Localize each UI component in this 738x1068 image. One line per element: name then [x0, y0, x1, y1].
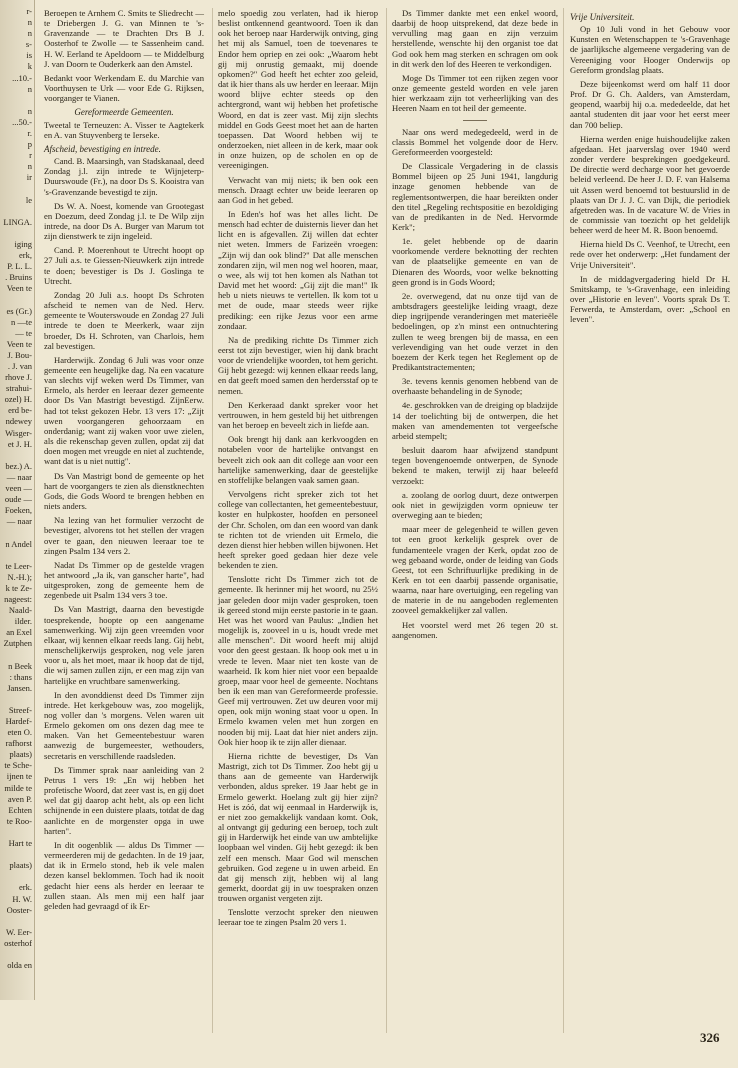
column-rule [386, 8, 387, 1033]
margin-fragment: olda en [7, 960, 32, 971]
margin-fragment: te Leer- [5, 560, 32, 571]
paragraph: In de middagvergadering hield Dr H. Smitskamp, te 's-Gravenhage, een inleiding over „Historie en leven". Voorts sprak Ds T. Ferwerda, te Amsterdam, over: „School en leven". [570, 273, 730, 325]
margin-fragment: te Roo- [6, 815, 32, 826]
margin-fragment: n Andel [5, 538, 32, 549]
margin-fragment: LINGA. [3, 216, 32, 227]
margin-fragment: Hardef- [5, 716, 32, 726]
paragraph: a. zoolang de oorlog duurt, deze ontwerpen ook niet in gewijzigden vorm opnieuw ter overweging aan te bieden; [392, 489, 558, 521]
paragraph: Hierna hield Ds C. Veenhof, te Utrecht, een rede over het onderwerp: „Het fundament der Vrije Universiteit". [570, 239, 730, 270]
bedankt-paragraph: Bedankt voor Werkendam E. du Marchie van Voorthuysen te Urk — voor Ede G. Rijksen, voorganger te Vianen. [44, 72, 204, 104]
column-1 [44, 8, 204, 915]
margin-fragment: r- [26, 6, 32, 16]
paragraph: In den avonddienst deed Ds Timmer zijn intrede. Het kerkgebouw was, zoo mogelijk, nog voller dan 's morgens. Velen waren uit Ermelo gekomen om ons dezen dag mee te maken. Van het Gemeentebestuur waren aanwezig de burgemeester, wethouders, secretaris en verschillende raadsleden. [44, 689, 204, 761]
margin-fragment: Jansen. [7, 682, 32, 693]
margin-fragment [2, 871, 32, 882]
margin-fragment [2, 649, 32, 660]
paragraph: Ds Timmer sprak naar aanleiding van 2 Petrus 1 vers 19: „En wij hebben het profetische Woord, dat zeer vast is, en gij doet wel dat gij daarop acht hebt, als op een licht schijnende in een duistere plaats, totdat de dag aanlichte en de morgenster opga in uwe harten". [44, 764, 204, 836]
margin-fragment: plaats) [9, 860, 32, 871]
previous-page-edge [0, 0, 35, 1000]
margin-fragment: N.-H.); [7, 571, 32, 582]
margin-fragment: P. L. L. [7, 261, 32, 272]
column-4 [570, 8, 730, 329]
margin-fragment: Echten [8, 804, 32, 815]
margin-fragment: oude — [4, 494, 32, 505]
margin-fragment [2, 694, 32, 705]
paragraph: melo spoedig zou verlaten, had ik hierop beslist ontkennend geantwoord. Toen ik dan ook het beroep naar Harderwijk ontving, ging het mij als Samuel, toen de toevenares te Endor hem opriep en zei ook: „Waarom hebt gij mij onrustig gemaakt, mij doende opkomen?" God heeft het echter zoo geleid, dat ik hier thans als uw herder en leeraar. Mijn woord blijve echter steeds op den achtergrond, want wij hebben het profetische Woord, en dat is zeer vast. Mij zijn slechts middel en Gods Geest moet het aan de harten toepassen. Dat Woord hebben wij te onderzoeken, niet alleen in de kerk, maar ook in onze huizen, op de scholen en op de vereenigingen. [218, 8, 378, 171]
paragraph: Ds Van Mastrigt, daarna den bevestigde toesprekende, hoopte op een aangename samenwerking. Wij zijn geen vreemden voor elkaar, wij kennen elkaar reeds lang. Gij hebt, menschelijkerwijs gesproken, nog vele jaren voor u, als het moet, maar ik hoop dat de tijd, die wij samen zullen zijn, er een mag zijn van hartelijke en vruchtbare samenwerking. [44, 604, 204, 686]
margin-fragment [2, 294, 32, 305]
section-heading-gereformeerde-gemeenten: Gereformeerde Gemeenten. [74, 107, 174, 118]
margin-fragment [2, 827, 32, 838]
paragraph: Moge Ds Timmer tot een rijken zegen voor onze gemeente gesteld worden en vele jaren hier werkzaam zijn tot verheerlijking van des Heeren Naam en tot heil der gemeente. [392, 72, 558, 114]
margin-fragment: H. W. [12, 893, 32, 904]
paragraph: maar meer de gelegenheid te willen geven tot een groot kerkelijk gesprek over de fundamenteele vragen der Kerk, opdat zoo de weg gebaand worde, onder de leiding van Gods Geest, tot een Schriftuurlijke prediking in de Kerk en tot een daarbij passende organisatie, waarna, naar hare overtuiging, een regeling van de materie in de nu aangeboden reglementen zooveel gemakkelijker zal vallen. [392, 524, 558, 616]
margin-fragment: s- [25, 39, 32, 50]
margin-fragment: plaats) [9, 749, 32, 760]
paragraph: Cand. P. Moerenhout te Utrecht hoopt op 27 Juli a.s. te Giessen-Nieuwkerk zijn intrede te doen; bevestiger is Ds J. Goslinga te Utrecht. [44, 245, 204, 286]
paragraph: Ook brengt hij dank aan kerkvoogden en notabelen voor de hartelijke ontvangst en beveelt zich ook aan dit college aan voor een hartelijke samenwerking, daar de geestelijke en stoffelijke belangen vaak samen gaan. [218, 434, 378, 485]
margin-fragment [2, 206, 32, 217]
margin-fragment: n [27, 105, 32, 116]
margin-fragment: . Bruins [5, 272, 32, 283]
tweetal-paragraph: Tweetal te Terneuzen: A. Visser te Aagtekerk en A. van Stuyvenberg te Ierseke. [44, 119, 204, 140]
margin-fragment: erk. [19, 882, 32, 893]
margin-fragment: Ooster- [6, 904, 32, 915]
margin-fragment: ilder. [14, 616, 32, 627]
paragraph: De Classicale Vergadering in de classis Bommel bijeen op 25 Juni 1941, langdurig inzage genomen hebbende van de reglementsontwerpen, die haar bereikten onder den titel „Regeling rechtspositie en bezoldiging van de predikanten in de Ned. Hervormde Kerk"; [392, 161, 558, 232]
margin-fragment: aven P. [7, 793, 32, 804]
paragraph: Hierna richtte de bevestiger, Ds Van Mastrigt, zich tot Ds Timmer. Zoo hebt gij u thans aan de gemeente van Harderwijk verbonden, aldus spreker. 19 Jaar hebt ge in Ermelo gewerkt. Hoelang zult gij hier zijn? Het is zóó, dat wij eenmaal in Harderwijk is, er niet zoo gemakkelijk vandaan komt. Ook, al ontvangt gij geduring een beroep, toch zult gij in Harderwijk het einde van uw ambtelijke loopbaan wel vinden. Gij hebt gezegd: ik ben zelf een mensch. Maar God wil menschen gebruiken. God zegene u in uwen arbeid. En dat gij mensch zijt, hebben wij al lang gemerkt, doordat gij in uw toespraken onzen trouwen organist vergeten zijt. [218, 750, 378, 904]
paragraph: Deze bijeenkomst werd om half 11 door Prof. Dr G. Ch. Aalders, van Amsterdam, geopend, waarbij hij o.a. mededeelde, dat het aantal studenten dit jaar voor het eerst meer dan 700 beliep. [570, 78, 730, 130]
paragraph: Den Kerkeraad dankt spreker voor het vertrouwen, in hem gesteld bij het uitbrengen van het beroep en beveelt zich in liefde aan. [218, 399, 378, 431]
margin-fragment: ...50.- [12, 116, 32, 127]
margin-fragment [2, 450, 32, 461]
paragraph: Tenslotte richt Ds Timmer zich tot de gemeente. Ik herinner mij het woord, nu 25½ jaar geleden door mijn vader gesproken, toen ik gereed stond mijn eerste pastorie in te gaan. Het was het woord van Paulus: „Indien het mogelijk is, zooveel in u is, houdt vrede met alle menschen". Dit woord heeft mij altijd voor den geest gestaan. Ik hoop ook met u in vrede te leven. Maar niet ten koste van de waarheid. Ik kom hier niet voor een bepaalde groep, maar voor heel de gemeente. Nochtans ben ik een man van Gereformeerde professie. Geef mij vertrouwen. Zet uw deuren voor mij open, ook mijn woning staat voor u open. In Ermelo kwamen velen met hun zorgen en nooden bij mij. Laat dat hier niet anders zijn. Ook hier hoop ik te zijn aller dienaar. [218, 574, 378, 747]
margin-fragment: k [27, 61, 32, 72]
paragraph: In Eden's hof was het alles licht. De mensch had echter de duisternis liever dan het licht en is afgevallen. Zij willen dat echter niet weten. Immers de Farizeën vroegen: „Zijn wij dan ook blind?" Dat alle menschen zondaren zijn, wil men nog wel hooren, maar, o wee, als wij tot hen komen als Nathan tot David met het woord: „Gij zijt die man!" Ik heb u niets nieuws te vertellen. Ik kom tot u met de oude, maar steeds weer rijke prediking: een rijke Jezus voor een arme zondaar. [218, 208, 378, 331]
margin-fragment: erd be- [8, 405, 32, 416]
margin-fragment: Veen te [6, 338, 32, 349]
margin-fragment [2, 95, 32, 106]
paragraph: Zondag 20 Juli a.s. hoopt Ds Schroten afscheid te nemen van de Ned. Herv. gemeente te Wouterswoude en Zondag 27 Juli intrede te doen te Meerkerk, waar zijn broeder, Ds H. Schroten, van Charlois, hem zal bevestigen. [44, 289, 204, 351]
margin-fragment: eten O. [7, 727, 32, 738]
margin-fragment: Foeken, [4, 505, 32, 516]
page-number: 326 [700, 1030, 720, 1045]
margin-fragment: te Sche- [4, 760, 32, 771]
separator [463, 120, 487, 121]
margin-fragment: — te [15, 327, 32, 338]
paragraph: 3e. tevens kennis genomen hebbend van de overhaaste behandeling in de Synode; [392, 376, 558, 397]
margin-fragment: ir [26, 172, 32, 183]
section-heading-afscheid: Afscheid, bevestiging en intrede. [44, 143, 161, 154]
paragraph: Tenslotte verzocht spreker den nieuwen leeraar toe te zingen Psalm 20 vers 1. [218, 907, 378, 928]
margin-fragment: n —te [10, 316, 32, 327]
margin-fragment: rafhorst [5, 738, 32, 749]
margin-fragment: Streef- [8, 704, 32, 715]
paragraph: Verwacht van mij niets; ik ben ook een mensch. Draagt echter uw beide leeraren op aan God in het gebed. [218, 174, 378, 205]
margin-fragments [2, 6, 32, 971]
column-3 [392, 8, 558, 644]
margin-fragment [2, 949, 32, 960]
margin-fragment: Veen te [6, 283, 32, 294]
paragraph: Hierna werden enige huishoudelijke zaken afgedaan. Het jaarverslag over 1940 werd zonder verdere besprekingen goedgekeurd. De directie werd decharge voor het gevoerde beleid verleend. De heer J. D. F. van Halsema uit Assen werd benoemd tot bestuurslid in de plaats van Dr J. J. C. van Dijk, die periodiek afgetreden was. In de vacature W. de Vries in de commissie van toezicht op het geldelijk beheer werd de heer M. R. Boon benoemd. [570, 133, 730, 236]
margin-fragment: ijnen te [6, 771, 32, 782]
column-2 [218, 8, 378, 932]
margin-fragment: : thans [9, 671, 32, 682]
paragraph: Ds W. A. Noest, komende van Grootegast en Doezum, deed Zondag j.l. te De Wilp zijn intrede, na door Ds A. Burger van Marum tot zijn dienstwerk te zijn ingeleid. [44, 200, 204, 242]
margin-fragment: is [26, 50, 32, 61]
paragraph: In dit oogenblik — aldus Ds Timmer — vermeerderen mij de gedachten. In de 19 jaar, dat ik in Ermelo stond, heb ik vele malen dezen kansel beklommen. Toch had ik nooit gedacht hier eens als herder en leeraar te zullen staan. Als men mij een half jaar geleden had gevraagd of ik Er- [44, 839, 204, 911]
margin-fragment: n Beek [8, 660, 32, 671]
margin-fragment: le [25, 194, 32, 205]
paragraph: 2e. overwegend, dat nu onze tijd van de ambtsdragers geestelijke leiding vraagt, deze diep ingrijpende veranderingen met materieële bedoelingen, op z'n minst een ontnuchtering zullen te weeg brengen bij de massa, en een verlevendiging van het oude verzet in den boezem der Kerk tegen het Reglement op de Predikantstractementen; [392, 290, 558, 372]
margin-fragment [2, 527, 32, 538]
paragraph: Na lezing van het formulier verzocht de bevestiger, alvorens tot het stellen der vragen over te gaan, den nieuwen leeraar toe te zingen Psalm 134 vers 2. [44, 515, 204, 556]
margin-fragment: n [27, 161, 32, 172]
margin-fragment: es (Gr.) [6, 305, 32, 316]
margin-fragment [2, 550, 32, 561]
beroepen-paragraph: Beroepen te Arnhem C. Smits te Sliedrecht — te Driebergen J. G. van Minnen te 's-Gravenzande — te Drachten Drs B J. Oosterhof te Zwolle — te Sassenheim cand. H. W. Eerland te Apeldoorn — te Middelburg J. van Doorn te Ouderkerk aan den Amstel. [44, 8, 204, 69]
margin-fragment: n [27, 17, 32, 28]
margin-fragment: — naar [6, 516, 32, 527]
paragraph: Naar ons werd medegedeeld, werd in de classis Bommel het volgende door de Herv. Gereformeerden voorgesteld: [392, 126, 558, 157]
paragraph: 1e. gelet hebbende op de daarin voorkomende verdere beknotting der rechten van de plaatselijke gemeente en van de Dienaren des Woords, voor welke beknotting geen grond is in Gods Woord; [392, 236, 558, 287]
margin-fragment: . J. van [7, 361, 32, 371]
margin-fragment [2, 916, 32, 927]
margin-fragment: iging [14, 238, 32, 249]
margin-fragment: p [27, 139, 32, 150]
margin-fragment: ndewey [5, 416, 32, 427]
paragraph: Na de prediking richtte Ds Timmer zich eerst tot zijn bevestiger, wien hij dank bracht voor de vriendelijke woorden, tot hem gericht. Gij hebt gezegd: wij kennen elkaar reeds lang, en dat geeft moed samen den herdersstaf op te nemen. [218, 334, 378, 396]
margin-fragment: veen — [5, 483, 32, 494]
paragraph: Ds Van Mastrigt bond de gemeente op het hart de voorgangers te zien als dienstknechten Gods, die Gods Woord te brengen hebben en niets anders. [44, 470, 204, 512]
margin-fragment: an Exel [6, 627, 32, 638]
paragraph: besluit daarom haar afwijzend standpunt tegen bovengenoemde ontwerpen, de Synode bekend te maken, terwijl zij haar beleefd verzoekt: [392, 445, 558, 486]
harderwijk-paragraph: Harderwijk. Zondag 6 Juli was voor onze gemeente een heugelijke dag. Na een vacature van slechts vijf weken werd Ds Timmer, van Ermelo, als herder en leeraar dezer gemeente door Ds Van Mastrigt bevestigd. ZijnEerw. had tot tekst gekozen Hebr. 13 vers 17: „Zijt uwen voorgangeren gehoorzaam en onderdanig; want zij waken voor uwe zielen, als die rekenschap geven zullen, opdat zij dat doen mogen met vreugde en niet al zuchtende, want dat is u niet nuttig". [44, 354, 204, 467]
paragraph: Ds Timmer dankte met een enkel woord, daarbij de hoop uitsprekend, dat deze bede in vervulling mag gaan en zijn verzuim herstellende, wenschte hij den organist toe dat God ook hem mag sterken en schragen om ook in dit werk den lof des Heeren te verkondigen. [392, 8, 558, 69]
margin-fragment: r [29, 150, 32, 161]
margin-fragment: ozel) H. [4, 394, 32, 405]
margin-fragment: n [27, 83, 32, 94]
margin-fragment: bez.) A. [5, 460, 32, 471]
margin-fragment: r. [27, 128, 32, 139]
margin-fragment [2, 228, 32, 239]
margin-fragment [2, 184, 32, 195]
margin-fragment: W. Eer- [6, 926, 32, 937]
margin-fragment: strahui- [6, 383, 32, 394]
margin-fragment: nageest: [4, 593, 32, 604]
paragraph: Nadat Ds Timmer op de gestelde vragen het antwoord „Ja ik, van ganscher harte", had uitgesproken, zong de gemeente hem de zegenbede uit Psalm 134 vers 3 toe. [44, 559, 204, 601]
section-heading-vrije-universiteit: Vrije Universiteit. [570, 12, 635, 22]
margin-fragment: — naar [6, 471, 32, 482]
margin-fragment: rhove J. [5, 372, 32, 383]
margin-fragment: k te Ze- [5, 582, 32, 593]
paragraph: Het voorstel werd met 26 tegen 20 st. aangenomen. [392, 619, 558, 640]
margin-fragment: erk, [19, 250, 32, 261]
column-rule [563, 8, 564, 1033]
margin-fragment: milde te [4, 782, 32, 793]
column-rule [212, 8, 213, 1033]
margin-fragment: n [27, 28, 32, 39]
paragraph: Cand. B. Maarsingh, van Stadskanaal, deed Zondag j.l. zijn intrede te Wijnjeterp-Duurswoude (Fr.), na door Ds S. Kooistra van 's-Gravenzande bevestigd te zijn. [44, 156, 204, 197]
margin-fragment: Zutphen [3, 638, 32, 649]
margin-fragment: Wisger- [5, 427, 32, 438]
margin-fragment: ...10.- [12, 72, 32, 83]
paragraph: Vervolgens richt spreker zich tot het college van collectanten, het gemeentebestuur, koster en hulpkoster, hoofden en personeel der Chr. Scholen, om dan een woord van dank te richten tot de vrienden uit Ermelo, die dezen dienst hier hebben willen bijwonen. Het heeft spreker goed gedaan hier deze vele bekenden te zien. [218, 489, 378, 571]
margin-fragment: et J. H. [7, 438, 32, 449]
margin-fragment: osterhof [4, 937, 32, 948]
paragraph: Op 10 Juli vond in het Gebouw voor Kunsten en Wetenschappen te 's-Gravenhage de jaarlijksche algemeene vergadering van de Vereeniging voor Hooger Onderwijs op Gereform grondslag plaats. [570, 24, 730, 75]
margin-fragment [2, 849, 32, 860]
margin-fragment: J. Bou- [7, 349, 32, 360]
margin-fragment: Hart te [8, 838, 32, 849]
margin-fragment: Naald- [8, 605, 32, 616]
paragraph: 4e. geschrokken van de dreiging op bladzijde 14 der toelichting bij de ontwerpen, die het maken van amendementen tot vergeefsche arbeid stempelt; [392, 400, 558, 441]
